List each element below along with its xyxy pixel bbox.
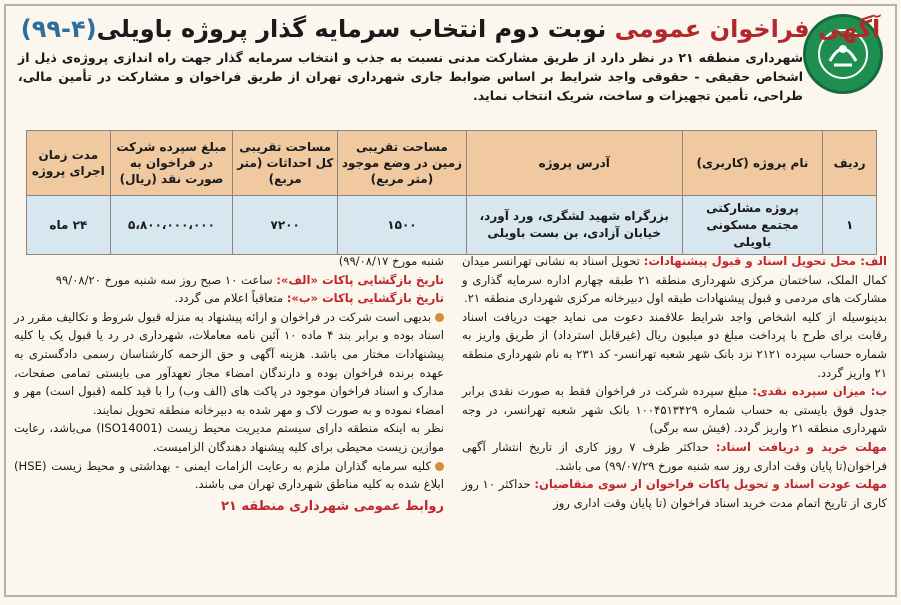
opening-alef [14, 271, 444, 290]
intro-paragraph [18, 48, 803, 105]
intro-text: در نظر دارد از طریق مشارکت مدنی نسبت به جذب و انتخاب سرمایه گذار جهت راه اندازی پروژه‌ی ذیل از اشخاص حقیقی - حقوقی واجد شرایط بر اساس ضوابط جاری شهرداری تهران از طریق فراخوان و مشارکت در تأمین مالی، طراحی، تأمین تجهیزات و ساخت، شریک انتخاب نماید. [18, 50, 803, 103]
notice-header [14, 10, 887, 128]
table-header-row [27, 131, 877, 196]
table-header: ردیف [823, 131, 877, 196]
title-part-3: (۴-۹۹) [20, 15, 97, 43]
project-table [26, 130, 877, 255]
return-deadline [462, 475, 887, 512]
public-relations-signature: روابط عمومی شهرداری منطقه ۲۱ [221, 498, 444, 514]
section-be-text: مبلغ سپرده شرکت در فراخوان فقط به صورت نقدی برابر جدول فوق بایستی به حساب شماره ۱۰۰۴۵۱۳۴۲۹ بانک شهر شعبه تهرانسر، در وجه شهرداری منطقه ۲۱ واریز گردد. (فیش سه برگی) [462, 384, 887, 436]
purchase-deadline [462, 438, 887, 475]
return-deadline-text: حداکثر ۱۰ روز کاری از تاریخ اتمام مدت خرید اسناد فراخوان (تا پایان وقت اداری روز [462, 477, 887, 510]
table-cell: ۱۵۰۰ [338, 196, 467, 255]
right-column [462, 252, 887, 512]
table-cell: ۲۴ ماه [27, 196, 111, 255]
purchase-deadline-title: مهلت خرید و دریافت اسناد: [715, 439, 887, 454]
bullet-icon [435, 313, 444, 322]
note-terms-text: بدیهی است شرکت در فراخوان و ارائه پیشنهاد به منزله قبول شروط و تکالیف مقرر در اسناد بوده و برابر بند ۴ ماده ۱۰ آئین نامه معاملات، شهرداری در رد یا قبول یک یا کلیه پیشنهادات مختار می باشد. هزینه آگهی و حق الزحمه کارشناسان رسمی دادگستری به عهده برنده فراخوان بوده و دارندگان امضاء مجاز تعهدآور می بایستی تمامی صفحات، مدارک و اسناد فراخوان موجود در پاکت های (الف وب) را با قید کلمه (قبول است) مهر و امضاء نموده و به صورت لاک و مهر شده به دبیرخانه منطقه تحویل نمایند. [14, 309, 444, 417]
opening-be [14, 289, 444, 308]
opening-alef-text: ساعت ۱۰ صبح روز سه شنبه مورخ ۹۹/۰۸/۲۰ [55, 272, 277, 287]
section-alef [462, 252, 887, 308]
table-cell: ۷۲۰۰ [233, 196, 338, 255]
notice-page [4, 4, 897, 597]
table-cell: ۱ [823, 196, 877, 255]
left-column [14, 252, 444, 516]
return-deadline-title: مهلت عودت اسناد و تحویل پاکات فراخوان از سوی متقاضیان: [534, 477, 888, 492]
table-cell: بزرگراه شهید لشگری، ورد آورد، خیابان آزادی، بن بست باویلی [466, 196, 682, 255]
table-header: مدت زمان اجرای پروژه [27, 131, 111, 196]
opening-be-text: متعاقباً اعلام می گردد. [174, 291, 287, 306]
note-terms [14, 308, 444, 420]
return-deadline-continued: شنبه مورخ ۹۹/۰۸/۱۷) [338, 254, 444, 268]
table-cell: ۵،۸۰۰،۰۰۰،۰۰۰ [110, 196, 233, 255]
notice-body [14, 252, 887, 591]
title-part-2: نوبت دوم انتخاب سرمایه گذار پروژه باویلی [96, 15, 615, 43]
invite-paragraph: بدینوسیله از کلیه اشخاص واجد شرایط علاقمند دعوت می نماید جهت دریافت اسناد رقابت برای طرح با پرداخت مبلغ دو میلیون ریال (غیرقابل استرداد) از طریق واریز به شماره حساب سپرده ۲۱۲۱ نزد بانک شهر شعبه تهرانسر- کد ۲۳۱ به نام شهرداری منطقه ۲۱ واریز گردد. [462, 309, 887, 380]
section-be [462, 382, 887, 438]
table-cell: پروژه مشارکتی مجتمع مسکونی باویلی [682, 196, 823, 255]
note-environment: نظر به اینکه منطقه دارای سیستم مدیریت محیط زیست (ISO14001) می‌باشد، رعایت موازین زیست محیطی برای کلیه پیشنهاد دهندگان الزامیست. [14, 421, 444, 454]
intro-lead: شهرداری منطقه ۲۱ [678, 50, 803, 65]
section-alef-text: تحویل اسناد به نشانی تهرانسر میدان کمال الملک، ساختمان مرکزی شهرداری منطقه ۲۱ طبقه چهارم اداره سرمایه گذاری و مشارکت های مردمی و قبول پیشنهادات طبقه اول دبیرخانه مرکزی شهرداری منطقه ۲۱. [462, 254, 887, 306]
opening-be-title: تاریخ بازگشایی پاکات «ب»: [286, 291, 444, 306]
note-hse [14, 457, 444, 494]
bullet-icon [435, 462, 444, 471]
table-row [27, 196, 877, 255]
table-header: مساحت تقریبی زمین در وضع موجود (متر مربع) [338, 131, 467, 196]
table-header: مساحت تقریبی کل احداثات (متر مربع) [233, 131, 338, 196]
notice-title [14, 12, 887, 46]
table-header: نام پروژه (کاربری) [682, 131, 823, 196]
title-part-1: آگهی فراخوان عمومی [614, 15, 881, 43]
purchase-deadline-text: حداکثر ظرف ۷ روز کاری از تاریخ انتشار آگهی فراخوان(تا پایان وقت اداری روز سه شنبه مورخ ۹۹/۰۷/۲۹) می باشد. [462, 439, 887, 473]
opening-alef-title: تاریخ بازگشایی پاکات «الف»: [276, 272, 444, 287]
section-be-title: ب: میزان سپرده نقدی: [752, 384, 887, 399]
table-header: آدرس پروژه [466, 131, 682, 196]
section-alef-title: الف: محل تحویل اسناد و قبول پیشنهادات: [643, 254, 887, 268]
table-header: مبلغ سپرده شرکت در فراخوان به صورت نقد (ریال) [110, 131, 233, 196]
note-hse-text: کلیه سرمایه گذاران ملزم به رعایت الزامات ایمنی - بهداشتی و محیط زیست (HSE) ابلاغ شده به کلیه مناطق شهرداری تهران می باشند. [14, 458, 444, 492]
